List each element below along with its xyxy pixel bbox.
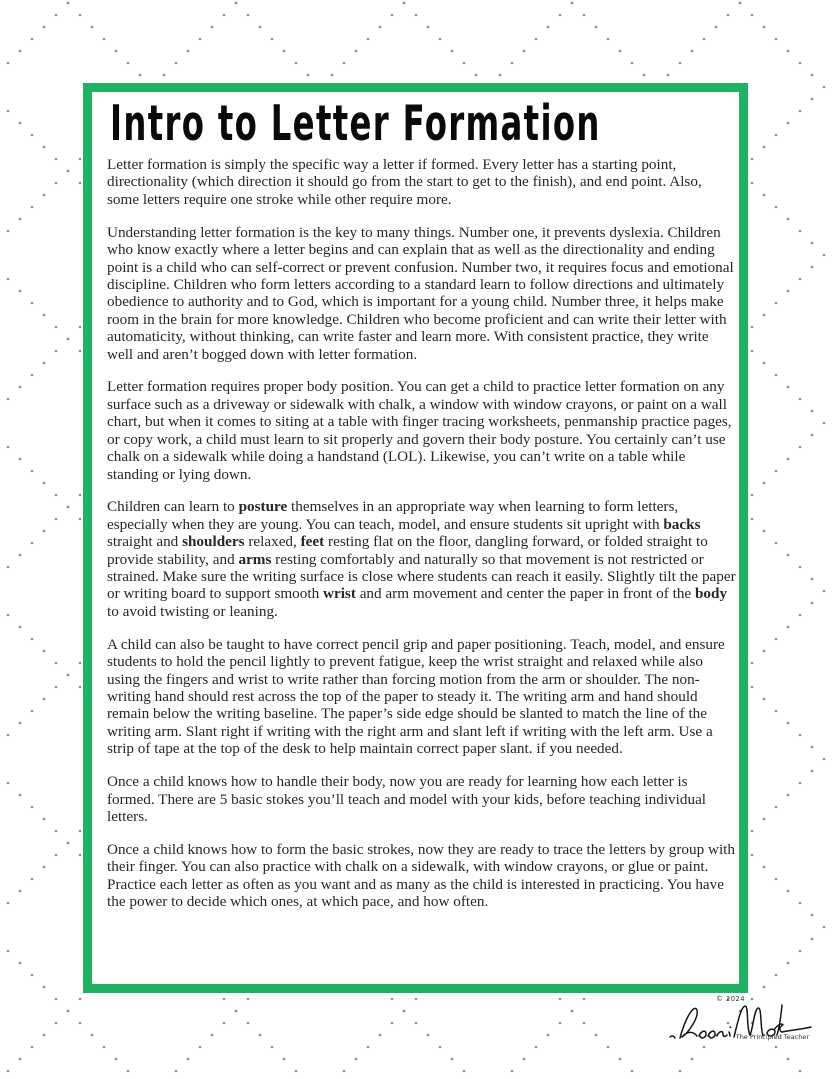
paragraph: A child can also be taught to have correct pencil grip and paper positioning. Teach, model, and ensure students to hold the pencil lightly to prevent fatigue, keep the wrist straight and relaxed while also using the fingers and wrist to write rather than forcing motion from the arm or shoulder. The non-writing hand should rest across the top of the paper to steady it. The writing arm and hand should remain below the writing baseline. The paper’s side edge should be slanted to match the line of the writing arm. Slant right if writing with the right arm and slant left if writing with the left arm. Use a strip of tape at the top of the desk to help maintain correct paper slant. if you needed. [107,635,725,758]
paragraph: Understanding letter formation is the key to many things. Number one, it prevents dyslexia. Children who know exactly where a letter begins and can explain that as well as the directionality and ending point is a child who can self-correct or prevent confusion. Number two, it requires focus and emotional discipline. Children who form letters according to a standard learn to follow directions and ultimately obedience to authority and to God, which is important for a young child. Number three, it helps make room in the brain for more knowledge. Children who become proficient and can write their letter with automaticity, without thinking, can write faster and learn more. With consistent practice, they write well and aren’t bogged down with letter formation. [107,223,734,363]
paragraph: Once a child knows how to form the basic strokes, now they are ready to trace the letters by group with their finger. You can also practice with chalk on a sidewalk, with window crayons, or glue or paint. Practice each letter as often as you want and as many as the child is interested in practicing. You have the power to decide which ones, at which pace, and how often. [107,840,735,911]
signature-block [668,991,823,1063]
document-card [83,83,748,993]
paragraph: Once a child knows how to handle their body, now you are ready for learning how each letter is formed. There are 5 basic stokes you’ll teach and model with your kids, before teaching individual letters. [107,773,707,825]
document-body [107,156,736,910]
paragraph: Letter formation is simply the specific way a letter if formed. Every letter has a starting point, directionality (which direction it should go from the start to get to the finish), and end point. Also, some letters require one stroke while other require more. [107,156,702,208]
copyright-text: © 2024 [716,995,745,1003]
page-title: Intro to Letter Formation [110,95,601,152]
paragraph: Letter formation requires proper body position. You can get a child to practice letter formation on any surface such as a driveway or sidewalk with chalk, a window with window crayons, or paint on a wall chart, but when it comes to siting at a table with finger tracing worksheets, penmanship practice pages, or copy work, a child must learn to sit properly and govern their body posture. You certainly can’t use chalk on a sidewalk while doing a handstand (LOL). Likewise, you can’t write on a table while standing or lying down. [107,378,732,483]
paragraph: Children can learn to posture themselves in an appropriate way when learning to form letters, especially when they are young. You can teach, model, and ensure students sit upright with backs straight and shoulders relaxed, feet resting flat on the floor, dangling forward, or folded straight to provide stability, and arms resting comfortably and naturally so that movement is not restricted or strained. Make sure the writing surface is close where students can reach it easily. Slightly tilt the paper or writing board to support smooth wrist and arm movement and center the paper in front of the body to avoid twisting or leaning. [107,498,736,620]
signature-tagline: The Principled Teacher [735,1033,809,1041]
